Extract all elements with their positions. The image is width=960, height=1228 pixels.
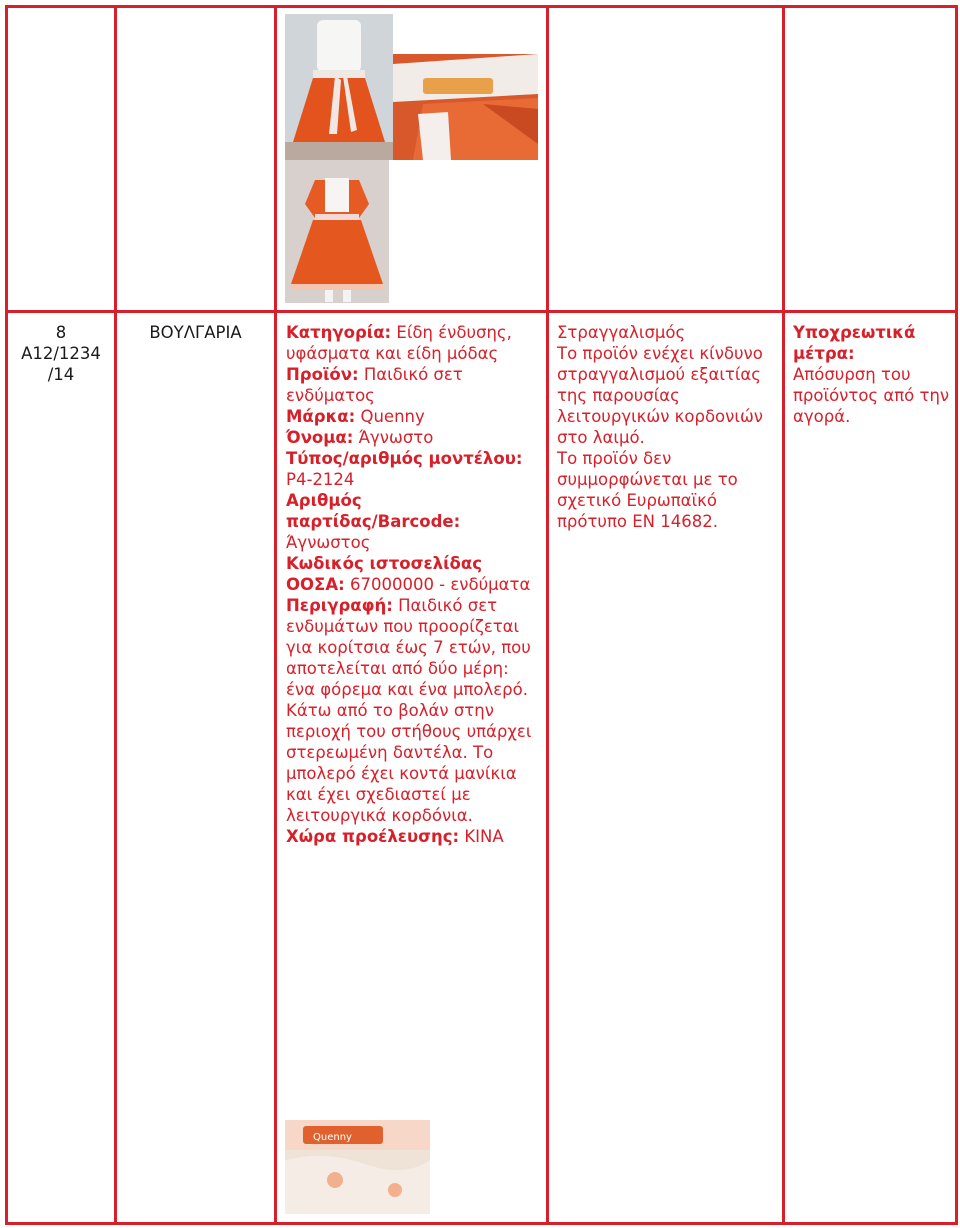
table-row-divider xyxy=(5,310,958,313)
model-value: P4-2124 xyxy=(286,470,355,489)
dress-bolero-photo xyxy=(285,160,389,303)
country: ΒΟΥΛΓΑΡΙΑ xyxy=(149,323,242,342)
row-number: 8 xyxy=(55,323,67,342)
brand-value: Quenny xyxy=(360,407,425,426)
oecd-value: 67000000 - ενδύματα xyxy=(349,575,531,594)
table-col-divider-3 xyxy=(546,5,549,1225)
label-photo xyxy=(285,1120,430,1214)
origin-label: Χώρα προέλευσης: xyxy=(286,827,460,846)
table-border-bottom xyxy=(5,1222,958,1225)
dress-front-photo xyxy=(285,14,393,160)
table-col-divider-2 xyxy=(274,5,277,1225)
batch-field xyxy=(286,490,540,553)
model-label: Τύπος/αριθμός μοντέλου: xyxy=(286,449,523,468)
table-border-left xyxy=(5,5,8,1225)
table-col-divider-1 xyxy=(114,5,117,1225)
oecd-label: Κωδικός ιστοσελίδας ΟΟΣΑ: xyxy=(286,554,482,594)
measures-cell xyxy=(793,322,951,427)
description-label: Περιγραφή: xyxy=(286,596,393,615)
product-details-cell xyxy=(286,322,540,847)
measures-value: Απόσυρση του προϊόντος από την αγορά. xyxy=(793,365,950,426)
packaging-photo xyxy=(393,54,538,160)
risk-type: Στραγγαλισμός xyxy=(557,323,686,342)
product-value: Παιδικό σετ ενδύματος xyxy=(286,365,463,405)
model-field xyxy=(286,448,540,490)
reference-code: A12/1234 xyxy=(21,344,101,363)
category-label: Κατηγορία: xyxy=(286,323,392,342)
oecd-field xyxy=(286,553,540,595)
risk-standard: Το προϊόν δεν συμμορφώνεται με το σχετικό Ευρωπαϊκό πρότυπο EN 14682. xyxy=(557,449,738,531)
brand-field xyxy=(286,406,540,427)
reference-year: /14 xyxy=(47,365,75,384)
country-cell xyxy=(117,322,274,343)
product-label: Προϊόν: xyxy=(286,365,359,384)
row-number-cell xyxy=(8,322,114,385)
brand-label: Μάρκα: xyxy=(286,407,356,426)
batch-label: Αριθμός παρτίδας/Barcode: xyxy=(286,491,461,531)
description-value: Παιδικό σετ ενδυμάτων που προορίζεται για κορίτσια έως 7 ετών, που αποτελείται από δύο μέρη: ένα φόρεμα και ένα μπολερό. Κάτω από το βολάν στην περιοχή του στήθους υπάρχει στερεωμένη δαντέλα. Το μπολερό έχει κοντά μανίκια και έχει σχεδιαστεί με λειτουργικά κορδόνια. xyxy=(286,596,532,825)
product-field xyxy=(286,364,540,406)
table-col-divider-4 xyxy=(782,5,785,1225)
category-value: Είδη ένδυσης, υφάσματα και είδη μόδας xyxy=(286,323,512,363)
table-border-right xyxy=(955,5,958,1225)
description-field xyxy=(286,595,540,826)
name-field xyxy=(286,427,540,448)
origin-value: ΚΙΝΑ xyxy=(464,827,504,846)
table-border-top xyxy=(5,5,958,8)
category-field xyxy=(286,322,540,364)
name-label: Όνομα: xyxy=(286,428,354,447)
origin-field xyxy=(286,826,540,847)
label-text: Quenny xyxy=(313,1132,352,1143)
risk-description: Το προϊόν ενέχει κίνδυνο στραγγαλισμού εξαιτίας της παρουσίας λειτουργικών κορδονιών στο λαιμό. xyxy=(557,344,763,447)
name-value: Άγνωστο xyxy=(358,428,434,447)
measures-label: Υποχρεωτικά μέτρα: xyxy=(793,323,916,363)
risk-cell xyxy=(557,322,779,532)
batch-value: Άγνωστος xyxy=(286,533,371,552)
